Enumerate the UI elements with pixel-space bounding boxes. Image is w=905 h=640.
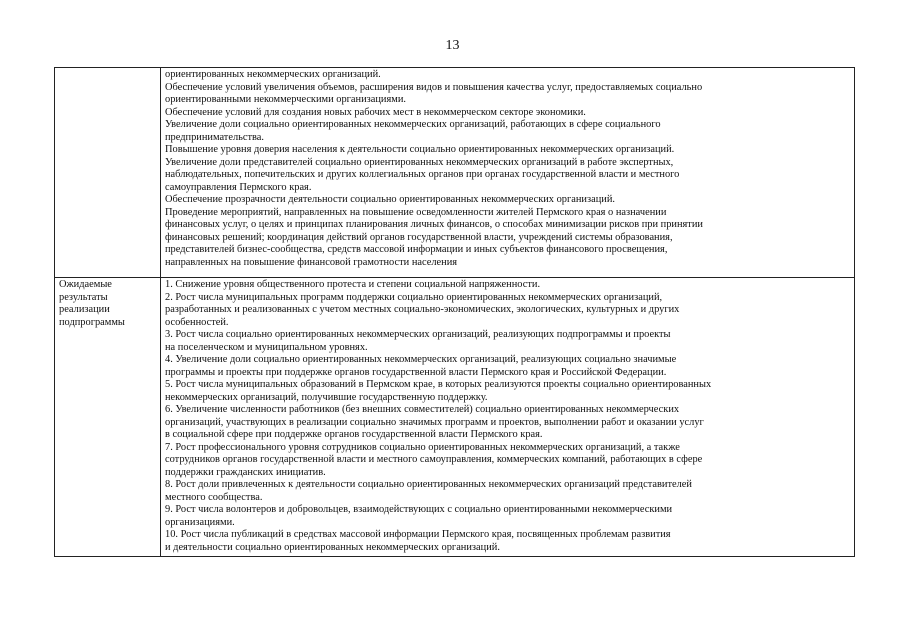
table-row	[55, 68, 855, 278]
text-line: Обеспечение прозрачности деятельности социально ориентированных некоммерческих организаций.	[165, 194, 615, 205]
text-line: финансовых услуг, о целях и принципах планирования личных финансов, о способах минимизации рисков при принятии	[165, 219, 703, 230]
text-line: сотрудников органов государственной власти и местного самоуправления, коммерческих компаний, работающих в сфере	[165, 454, 703, 465]
text-line: некоммерческих организаций, получившие государственную поддержку.	[165, 391, 488, 403]
text-line: 7. Рост профессионального уровня сотрудников социально ориентированных некоммерческих организаций, а также	[165, 441, 680, 453]
text-line: 2. Рост числа муниципальных программ поддержки социально ориентированных некоммерческих организаций,	[165, 291, 663, 303]
text-line: 5. Рост числа муниципальных образований в Пермском крае, в которых реализуются проекты социально ориентированных	[165, 379, 712, 390]
text-line: 8. Рост доли привлеченных к деятельности социально ориентированных некоммерческих организаций представителей	[165, 479, 692, 490]
row-label-cell	[55, 68, 161, 278]
text-line: 6. Увеличение численности работников (без внешних совместителей) социально ориентированных некоммерческих	[165, 404, 680, 415]
text-line: Проведение мероприятий, направленных на повышение осведомленности жителей Пермского края о назначении	[165, 206, 667, 218]
text-line: программы и проекты при поддержке органов государственной власти Пермского края и Российской Федерации.	[165, 366, 667, 378]
text-line: 10. Рост числа публикаций в средствах массовой информации Пермского края, посвященных проблемам развития	[165, 529, 671, 540]
text-line: Обеспечение условий для создания новых рабочих мест в некоммерческом секторе экономики.	[165, 106, 586, 118]
text-line: 4. Увеличение доли социально ориентированных некоммерческих организаций, реализующих социально значимые	[165, 354, 677, 365]
text-line: организаций, участвующих в реализации социально значимых программ и проектов, выполнении работ и оказании услуг	[165, 416, 704, 428]
text-line: 1. Снижение уровня общественного протеста и степени социальной напряженности.	[165, 279, 541, 290]
text-line: ориентированными некоммерческими организациями.	[165, 94, 407, 105]
text-line: самоуправления Пермского края.	[165, 181, 312, 193]
text-line: особенностей.	[165, 316, 229, 328]
text-line: Увеличение доли представителей социально ориентированных некоммерческих организаций в работе экспертных,	[165, 156, 674, 168]
text-line: ориентированных некоммерческих организаций.	[165, 69, 381, 80]
text-line: в социальной сфере при поддержке органов государственной власти Пермского края.	[165, 429, 543, 440]
text-line: и деятельности социально ориентированных некоммерческих организаций.	[165, 541, 500, 553]
subprogram-table	[54, 67, 855, 557]
text-line: реализации	[59, 304, 110, 315]
text-line: организациями.	[165, 516, 235, 528]
text-line: поддержки гражданских инициатив.	[165, 466, 326, 478]
text-line: 3. Рост числа социально ориентированных некоммерческих организаций, реализующих подпрограммы и проекты	[165, 329, 671, 340]
text-line: разработанных и реализованных с учетом местных социально-экономических, экологических, культурных и других	[165, 304, 680, 315]
text-line: финансовых решений; координация действий органов государственной власти, учреждений системы образования,	[165, 231, 673, 243]
row-content-cell	[161, 68, 855, 278]
text-line: представителей бизнес-сообщества, средств массовой информации и иных субъектов финансового просвещения,	[165, 244, 668, 255]
table-row	[55, 278, 855, 557]
text-line: местного сообщества.	[165, 491, 263, 503]
text-line: направленных на повышение финансовой грамотности населения	[165, 256, 458, 268]
text-line: на поселенческом и муниципальном уровнях.	[165, 341, 368, 353]
text-line: Повышение уровня доверия населения к деятельности социально ориентированных некоммерческих организаций.	[165, 144, 675, 155]
text-line: Обеспечение условий увеличения объемов, расширения видов и повышения качества услуг, предоставляемых социально	[165, 81, 703, 93]
text-line: Увеличение доли социально ориентированных некоммерческих организаций, работающих в сфере социального	[165, 119, 661, 130]
text-line: наблюдательных, попечительских и других коллегиальных органов при органах государственной власти и местного	[165, 169, 680, 180]
page-number: 13	[445, 38, 460, 53]
text-line: результаты	[59, 291, 108, 303]
text-line: 9. Рост числа волонтеров и добровольцев, взаимодействующих с социально ориентированными некоммерческими	[165, 504, 673, 515]
text-line: Ожидаемые	[59, 279, 112, 290]
text-line: предпринимательства.	[165, 131, 265, 143]
row-label-cell	[55, 278, 161, 557]
row-content-cell	[161, 278, 855, 557]
text-line: подпрограммы	[59, 316, 125, 328]
